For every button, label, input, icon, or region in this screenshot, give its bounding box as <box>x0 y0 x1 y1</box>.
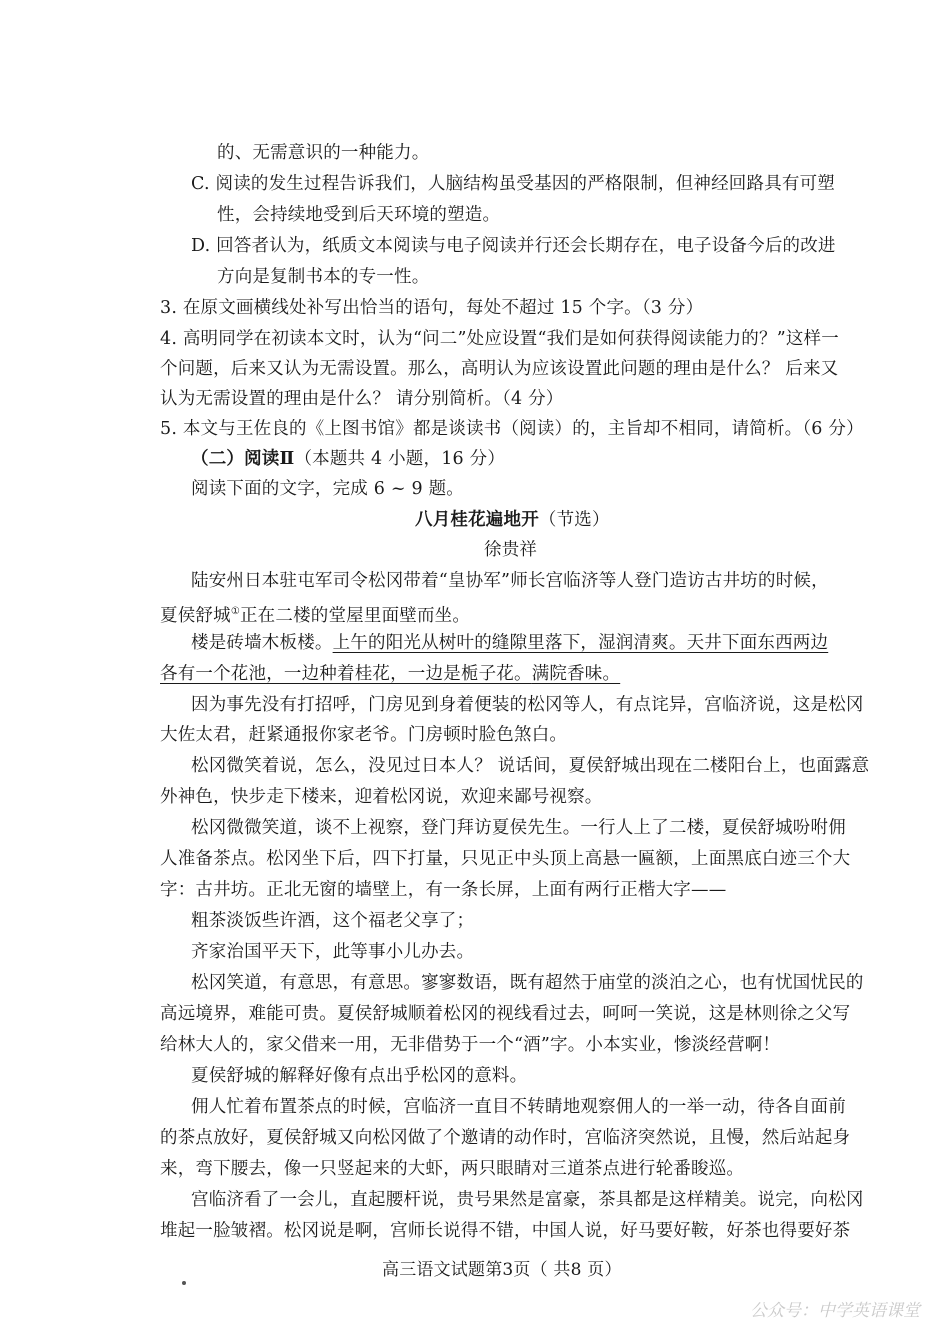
paragraph-line: 堆起一脸皱褶。松冈说是啊，宫师长说得不错，中国人说，好马要好鞍，好茶也得要好茶 <box>160 1221 851 1241</box>
paragraph-line: 人准备茶点。松冈坐下后，四下打量，只见正中头顶上高悬一匾额，上面黑底白迹三个大 <box>160 849 851 869</box>
underlined-text: 上午的阳光从树叶的缝隙里落下，湿润清爽。天井下面东西两边 <box>332 633 829 653</box>
section-label: （二）阅读Ⅱ <box>191 449 295 469</box>
paragraph-line: 大佐太君，赶紧通报你家老爷。门房顿时脸色煞白。 <box>160 725 568 745</box>
text-segment: 夏侯舒城 <box>160 605 231 626</box>
couplet-line: 粗茶淡饭些许酒，这个福老父享了； <box>191 911 475 931</box>
underlined-text: 各有一个花池，一边种着桂花，一边是栀子花。 <box>160 664 532 684</box>
paragraph-line <box>160 662 620 686</box>
speck-mark <box>182 1281 186 1285</box>
question-5: 5. 本文与王佐良的《上图书馆》都是谈读书（阅读）的，主旨却不相同，请简析。（6 分） <box>160 419 864 439</box>
question-3: 3. 在原文画横线处补写出恰当的语句，每处不超过 15 个字。（3 分） <box>160 298 704 318</box>
question-4: 4. 高明同学在初读本文时，认为“问二”处应设置“我们是如何获得阅读能力的？”这样一 <box>160 329 839 349</box>
paragraph-line: 高远境界，难能可贵。夏侯舒城顺着松冈的视线看过去，呵呵一笑说，这是林则徐之父写 <box>160 1004 851 1024</box>
instruction: 阅读下面的文字，完成 6 ~ 9 题。 <box>191 479 464 499</box>
text-segment: 楼是砖墙木板楼。 <box>191 633 333 653</box>
text-segment: 正在二楼的堂屋里面壁而坐。 <box>239 605 471 626</box>
option-c: C. 阅读的发生过程告诉我们，人脑结构虽受基因的严格限制，但神经回路具有可塑 <box>191 174 835 194</box>
footnote-marker: ① <box>230 606 240 617</box>
section-note: （本题共 4 小题，16 分） <box>294 449 506 469</box>
article-title <box>415 508 610 532</box>
text-line: 的、无需意识的一种能力。 <box>217 143 430 163</box>
paragraph-line <box>160 600 470 628</box>
option-d: D. 回答者认为，纸质文本阅读与电子阅读并行还会长期存在，电子设备今后的改进 <box>191 236 836 256</box>
paragraph-line: 外神色，快步走下楼来，迎着松冈说，欢迎来鄙号视察。 <box>160 787 603 807</box>
text-line: 方向是复制书本的专一性。 <box>217 267 430 287</box>
text-line: 认为无需设置的理由是什么？ 请分别简析。（4 分） <box>160 389 564 409</box>
paragraph-line <box>191 631 828 655</box>
watermark: 公众号：中学英语课堂 <box>750 1301 920 1321</box>
underlined-text: 满院香味。 <box>531 664 621 684</box>
paragraph-line: 陆安州日本驻屯军司令松冈带着“皇协军”师长宫临济等人登门造访古井坊的时候， <box>191 571 829 591</box>
paragraph-line: 给林大人的，家父借来一用，无非借势于一个“酒”字。小本实业，惨淡经营啊！ <box>160 1035 781 1055</box>
section-heading <box>191 447 505 471</box>
paragraph-line: 的茶点放好，夏侯舒城又向松冈做了个邀请的动作时，宫临济突然说，且慢，然后站起身 <box>160 1128 851 1148</box>
paragraph-line: 宫临济看了一会儿，直起腰杆说，贵号果然是富豪，茶具都是这样精美。说完，向松冈 <box>191 1190 864 1210</box>
text-line: 性，会持续地受到后天环境的塑造。 <box>217 205 501 225</box>
paragraph-line: 松冈笑道，有意思，有意思。寥寥数语，既有超然于庙堂的淡泊之心，也有忧国忧民的 <box>191 973 864 993</box>
paragraph-line: 因为事先没有打招呼，门房见到身着便装的松冈等人，有点诧异，宫临济说，这是松冈 <box>191 695 864 715</box>
paragraph-line: 松冈微笑着说，怎么，没见过日本人？ 说话间，夏侯舒城出现在二楼阳台上，也面露意 <box>191 756 870 776</box>
paragraph-line: 来，弯下腰去，像一只竖起来的大虾，两只眼睛对三道茶点进行轮番睃巡。 <box>160 1159 745 1179</box>
paragraph-line: 佣人忙着布置茶点的时候，宫临济一直目不转睛地观察佣人的一举一动，待各自面前 <box>191 1097 846 1117</box>
title-text: 八月桂花遍地开 <box>415 510 539 530</box>
title-suffix: （节选） <box>538 510 610 530</box>
text-line: 个问题，后来又认为无需设置。那么，高明认为应该设置此问题的理由是什么？ 后来又 <box>160 359 839 379</box>
couplet-line: 齐家治国平天下，此等事小儿办去。 <box>191 942 475 962</box>
page-footer: 高三语文试题第3页（ 共8 页） <box>382 1260 622 1280</box>
paragraph-line: 字：古井坊。正北无窗的墙壁上，有一条长屏，上面有两行正楷大字—— <box>160 880 727 900</box>
article-author: 徐贵祥 <box>484 540 538 560</box>
paragraph-line: 夏侯舒城的解释好像有点出乎松冈的意料。 <box>191 1066 528 1086</box>
paragraph-line: 松冈微微笑道，谈不上视察，登门拜访夏侯先生。一行人上了二楼，夏侯舒城吩咐佣 <box>191 818 846 838</box>
